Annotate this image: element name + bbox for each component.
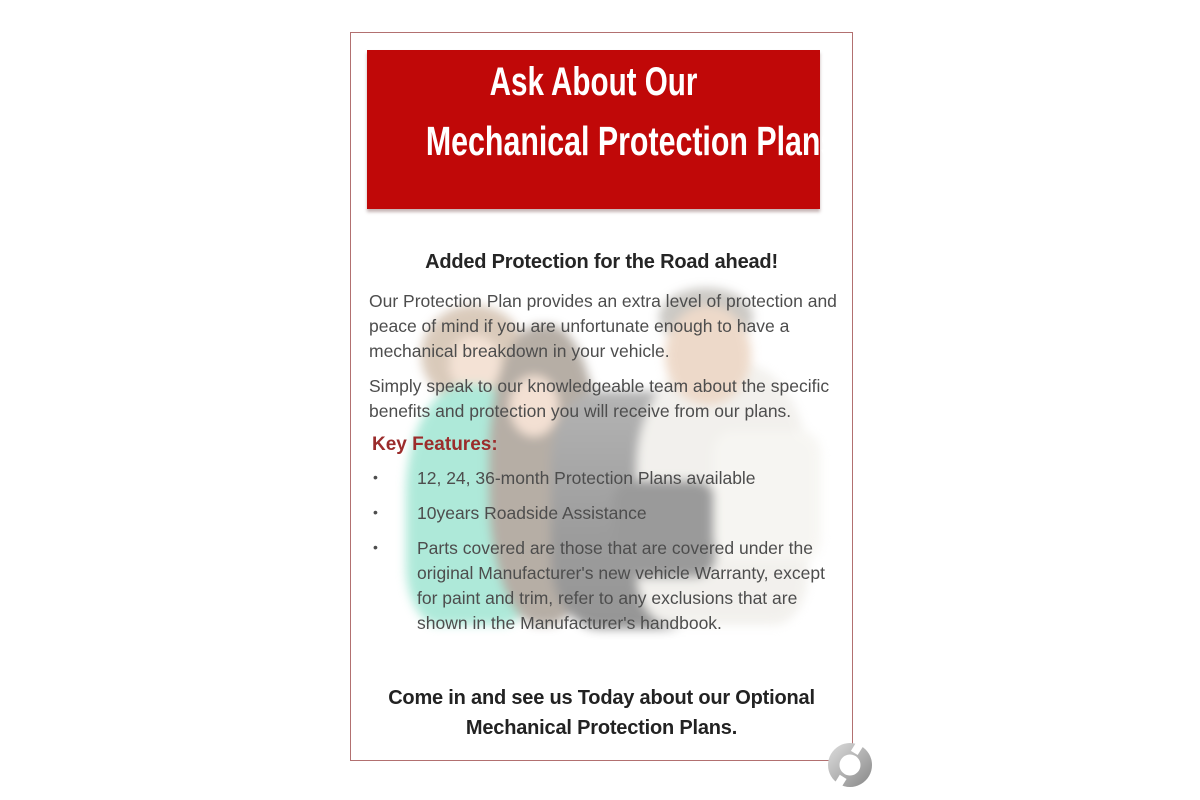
circular-arrows-logo [825,740,875,790]
banner-title-line2: Mechanical Protection Plans [425,118,838,164]
paragraph-line: mechanical breakdown in your vehicle. [369,341,670,361]
cta-line1: Come in and see us Today about our Optional [388,687,815,709]
circular-arrows-icon [825,740,875,790]
feature-line: 12, 24, 36-month Protection Plans available [417,468,756,488]
feature-item [373,466,843,491]
feature-item [373,501,843,526]
key-features-list [373,466,843,646]
subtitle: Added Protection for the Road ahead! [425,251,778,273]
cta-line2: Mechanical Protection Plans. [465,717,738,739]
key-features-heading: Key Features: [372,434,498,455]
feature-text [417,466,756,491]
intro-paragraph-1 [369,289,843,364]
feature-line: shown in the Manufacturer's handbook. [417,613,722,633]
paragraph-line: Our Protection Plan provides an extra level of protection and [369,291,837,311]
call-to-action [351,683,852,743]
paragraph-line: peace of mind if you are unfortunate enough to have a [369,316,790,336]
feature-text [417,501,647,526]
paragraph-line: benefits and protection you will receive from our plans. [369,401,792,421]
feature-line: Parts covered are those that are covered under the [417,538,813,558]
paragraph-line: Simply speak to our knowledgeable team about the specific [369,376,830,396]
protection-plan-flyer [350,32,853,761]
feature-line: original Manufacturer's new vehicle Warranty, except [417,563,825,583]
banner-title-line1: Ask About Our [489,60,698,104]
feature-line: for paint and trim, refer to any exclusions that are [417,588,798,608]
intro-paragraph-2 [369,374,843,424]
bullet-icon: • [373,539,378,555]
feature-line: 10years Roadside Assistance [417,503,647,523]
feature-text [417,536,825,636]
feature-item [373,536,843,636]
bullet-icon: • [373,504,378,520]
banner [367,50,838,209]
bullet-icon: • [373,469,378,485]
